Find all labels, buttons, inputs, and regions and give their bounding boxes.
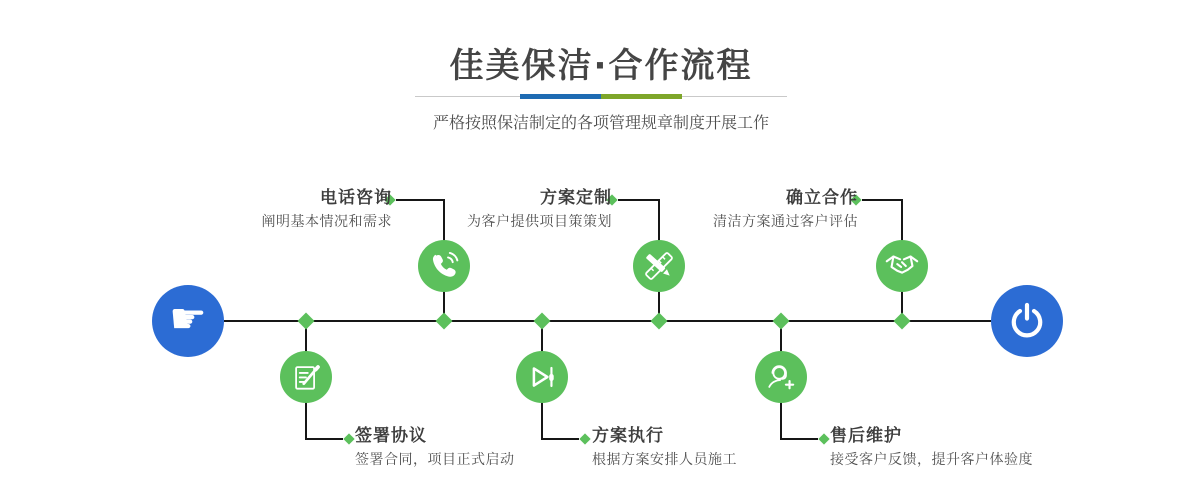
- customer-service-icon: [763, 359, 799, 395]
- title-divider: [415, 94, 787, 99]
- step-title: 确立合作: [786, 188, 858, 208]
- phone-icon: [426, 248, 462, 284]
- axis-diamond-1: [298, 313, 315, 330]
- label-diamond-contract: [343, 433, 354, 444]
- step-label-execute: [592, 425, 737, 469]
- step-title: 方案定制: [540, 188, 612, 208]
- step-title: 电话咨询: [320, 188, 392, 208]
- step-node-handshake: [876, 240, 928, 292]
- connector-elbow-support: [780, 438, 818, 440]
- axis-diamond-6: [894, 313, 911, 330]
- step-node-support: [755, 351, 807, 403]
- connector-elbow-design: [618, 199, 658, 201]
- end-node: [991, 285, 1063, 357]
- step-title: 签署协议: [355, 426, 427, 446]
- timeline-axis: [224, 320, 991, 322]
- pencil-ruler-icon: [641, 248, 677, 284]
- step-desc: 清洁方案通过客户评估: [713, 214, 858, 230]
- step-label-contract: [355, 425, 515, 469]
- divider-segments: [520, 94, 682, 99]
- handshake-icon: [883, 247, 921, 285]
- step-label-handshake: [713, 187, 858, 231]
- axis-diamond-2: [436, 313, 453, 330]
- label-diamond-execute: [579, 433, 590, 444]
- power-icon: [1007, 301, 1047, 341]
- divider-green-segment: [601, 94, 682, 99]
- step-title: 售后维护: [830, 426, 902, 446]
- connector-elbow-contract: [305, 438, 343, 440]
- axis-diamond-5: [773, 313, 790, 330]
- contract-sign-icon: [288, 359, 324, 395]
- axis-diamond-3: [534, 313, 551, 330]
- step-desc: 阐明基本情况和需求: [261, 214, 392, 230]
- step-node-contract: [280, 351, 332, 403]
- page-title: 佳美保洁·合作流程: [449, 46, 753, 86]
- step-desc: 根据方案安排人员施工: [592, 452, 737, 468]
- play-execute-icon: [524, 359, 560, 395]
- divider-blue-segment: [520, 94, 601, 99]
- axis-diamond-4: [651, 313, 668, 330]
- connector-elbow-phone: [396, 199, 443, 201]
- page-subtitle: 严格按照保洁制定的各项管理规章制度开展工作: [432, 113, 769, 132]
- pointing-hand-icon: ☛: [169, 294, 207, 343]
- step-node-phone: [418, 240, 470, 292]
- step-label-support: [830, 425, 1033, 469]
- start-node: [152, 285, 224, 357]
- step-desc: 签署合同，项目正式启动: [355, 452, 515, 468]
- connector-elbow-execute: [541, 438, 579, 440]
- step-label-design: [467, 187, 612, 231]
- step-desc: 接受客户反馈，提升客户体验度: [830, 452, 1033, 468]
- step-desc: 为客户提供项目策策划: [467, 214, 612, 230]
- step-title: 方案执行: [592, 426, 664, 446]
- step-node-design: [633, 240, 685, 292]
- step-label-phone: [262, 187, 393, 231]
- connector-elbow-handshake: [862, 199, 901, 201]
- step-node-execute: [516, 351, 568, 403]
- label-diamond-support: [818, 433, 829, 444]
